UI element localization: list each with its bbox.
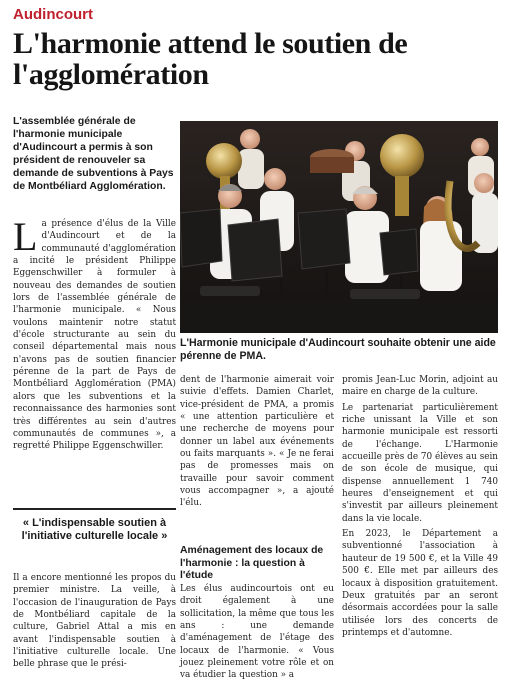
body-paragraph-3a: promis Jean-Luc Morin, adjoint au maire en charge de la culture.: [342, 375, 498, 398]
body-paragraph-3c: En 2023, le Département a subventionné l'association à hauteur de 19 500 €, et la Ville 49 500 €. Elle met par ailleurs des locaux à disposition gratuitement. Deux gratuités par an seront désormais accordées pour la salle utilisée lors des concerts de printemps et d'automne.: [342, 529, 498, 638]
drop-cap: L: [13, 214, 38, 259]
section-kicker: Audincourt: [13, 6, 93, 23]
section-subhead: Aménagement des locaux de l'harmonie : la question à l'étude: [180, 545, 324, 582]
orchestra-photo-illustration: [180, 121, 498, 333]
body-paragraph-3b: Le partenariat particulièrement riche unissant la Ville et son harmonie municipale est ressorti de l'échange. L'Harmonie accueille près de 70 élèves au sein de son école de musique, qui dispense annuellement 1 740 heures d'enseignement et qui s'investit par ailleurs pleinement dans la vie locale.: [342, 402, 498, 524]
pull-quote: « L'indispensable soutien à l'initiative culturelle locale »: [13, 508, 176, 543]
body-column-1-continued: Il a encore mentionné les propos du premier ministre. La veille, à l'occasion de l'inauguration de Pays de Montbéliard capitale de la culture, Gabriel Attal a mis en avant l'indispensable soutien à l'initiative culturelle locale. Une belle phrase que le prési-: [13, 573, 176, 670]
body-column-2: dent de l'harmonie aimerait voir suivie d'effets. Damien Charlet, vice-président de PMA, a promis « une attention particulière et une recherche de moyens pour donner un label aux événements ou faits marquants ». « Je ne ferai pas de promesses mais on travaille pour savoir comment vous accompagner », a ajouté l'élu.: [180, 375, 334, 509]
article-lead: L'assemblée générale de l'harmonie municipale d'Audincourt a permis à son président de renouveler sa demande de subventions à Pays de Montbéliard Agglomération.: [13, 116, 174, 192]
body-column-1: [13, 214, 176, 453]
body-column-2-continued: Les élus audincourtois ont eu droit également à une sollicitation, la même que tous les ans : une demande d'aménagement de l'étage des locaux de l'harmonie. « Vous jouez pleinement votre rôle et on va étudier la question » a: [180, 584, 334, 681]
article-photo: [180, 121, 498, 333]
body-column-3: [342, 374, 498, 639]
photo-caption: L'Harmonie municipale d'Audincourt souhaite obtenir une aide pérenne de PMA.: [180, 337, 496, 362]
body-paragraph-1: a présence d'élus de la Ville d'Audincourt et de la communauté d'agglomération a incité le président Philippe Eggenschwiller à formuler à nouveau des demandes de soutien lors de l'assemblée générale de l'harmonie municipale. « Nous voulons maintenir notre statut d'école structurante au sein du conseil départemental mais nous n'avons pas de soutien financier pérenne de la part de Pays de Montbéliard Agglomération (PMA) alors que les subventions et la reconnaissance des harmonies sont très différentes au sein d'autres communautés de communes », a regretté Philippe Eggenschwiller.: [13, 219, 176, 452]
article-headline: L'harmonie attend le soutien de l'agglomération: [13, 27, 408, 91]
